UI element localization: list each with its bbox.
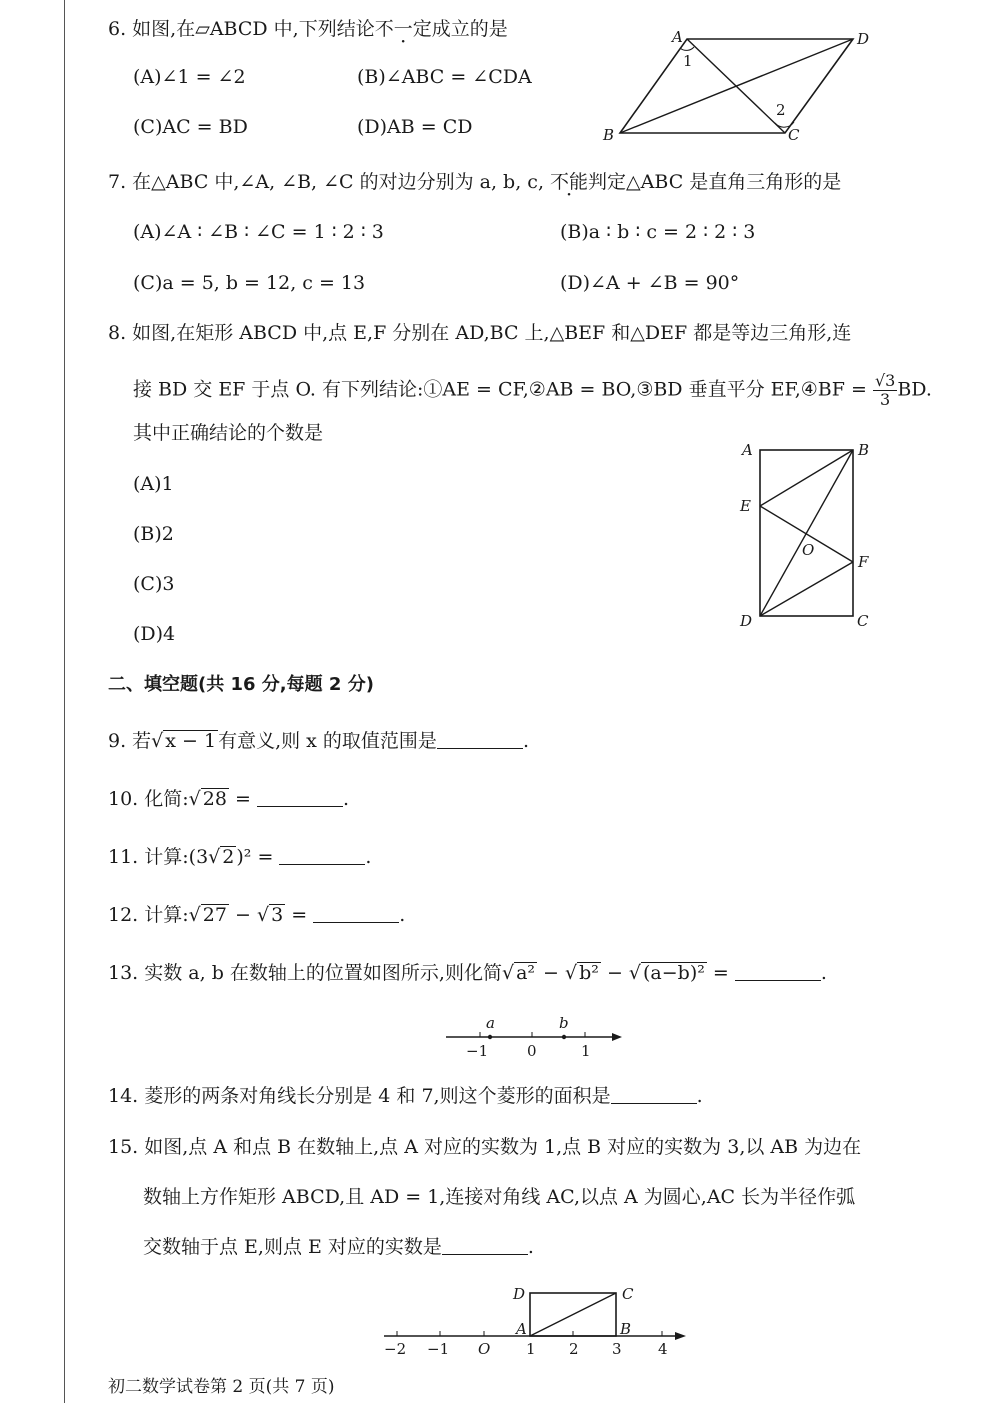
q12-end: . xyxy=(399,904,406,926)
q12-answer-blank[interactable] xyxy=(313,904,399,923)
segment-eb xyxy=(760,450,853,506)
q10 xyxy=(108,786,349,812)
q14-end: . xyxy=(696,1085,703,1107)
q8-line-2 xyxy=(133,372,932,409)
q10-start: 10. 化简: xyxy=(108,788,189,810)
label-A: A xyxy=(516,1320,527,1338)
q12-radicand-2: 3 xyxy=(271,904,284,926)
axis-arrow xyxy=(612,1033,622,1041)
tick-label-0: 0 xyxy=(527,1042,537,1060)
q9-middle: 有意义,则 x 的取值范围是 xyxy=(218,730,437,752)
tick-label-1: 1 xyxy=(526,1340,536,1358)
q6-stem xyxy=(108,16,508,42)
q8-line-3: 其中正确结论的个数是 xyxy=(133,422,324,444)
q13-number-line xyxy=(440,1012,630,1062)
q11-start: 11. 计算:(3 xyxy=(108,846,209,868)
label-A: A xyxy=(742,441,753,459)
sqrt-symbol: √ xyxy=(256,904,270,926)
axis-arrow xyxy=(675,1332,686,1340)
label-C: C xyxy=(788,126,800,144)
q15-end: . xyxy=(527,1236,534,1258)
point-b xyxy=(562,1035,566,1039)
q8-rectangle-figure xyxy=(730,436,880,636)
q11-radicand: 2 xyxy=(222,846,235,868)
q7-option-b: (B)a ∶ b ∶ c = 2 ∶ 2 ∶ 3 xyxy=(560,221,756,243)
label-angle-1: 1 xyxy=(683,52,693,70)
sqrt-symbol: √ xyxy=(208,846,221,868)
sqrt-symbol: √ xyxy=(565,962,578,984)
sqrt-symbol: √ xyxy=(501,962,515,984)
label-b: b xyxy=(559,1014,569,1032)
q15-line-3 xyxy=(143,1234,534,1260)
q15-line-2: 数轴上方作矩形 ABCD,且 AD = 1,连接对角线 AC,以点 A 为圆心,AC 长为半径作弧 xyxy=(143,1186,856,1208)
sqrt-symbol: √ xyxy=(628,962,642,984)
q12-middle: = xyxy=(285,904,308,926)
section-2-title: 二、填空题(共 16 分,每题 2 分) xyxy=(108,674,374,695)
segment-df xyxy=(760,562,853,616)
q10-middle: = xyxy=(228,788,251,810)
label-D: D xyxy=(513,1285,526,1303)
q8-line-1: 8. 如图,在矩形 ABCD 中,点 E,F 分别在 AD,BC 上,△BEF 和△DEF 都是等边三角形,连 xyxy=(108,322,852,344)
q10-end: . xyxy=(342,788,350,810)
tick-label-3: 3 xyxy=(612,1340,622,1358)
label-D: D xyxy=(857,30,870,48)
fraction-denominator: 3 xyxy=(880,390,891,409)
q13 xyxy=(108,960,827,986)
q11-end: . xyxy=(365,846,372,868)
label-F: F xyxy=(858,553,869,571)
q10-radicand: 28 xyxy=(202,788,227,810)
label-C: C xyxy=(622,1285,634,1303)
label-D: D xyxy=(740,612,753,630)
q7-stem-start: 7. 在△ABC 中,∠A, ∠B, ∠C 的对边分别为 a, b, c, xyxy=(108,171,551,193)
fraction-numerator: √3 xyxy=(874,371,896,390)
q13-middle: = xyxy=(706,962,729,984)
q6-stem-end: 成立的是 xyxy=(431,18,508,40)
q12-radicand-1: 27 xyxy=(202,904,227,926)
q14-text: 14. 菱形的两条对角线长分别是 4 和 7,则这个菱形的面积是 xyxy=(108,1085,611,1107)
sqrt-symbol: √ xyxy=(188,788,201,810)
q8-line-2-start: 接 BD 交 EF 于点 O. 有下列结论:①AE = CF,②AB = BO,③BD 垂直平分 EF,④BF = xyxy=(133,378,867,401)
tick-label-neg2: −2 xyxy=(384,1340,407,1358)
q6-option-b: (B)∠ABC = ∠CDA xyxy=(357,66,532,88)
q8-option-a: (A)1 xyxy=(133,473,174,495)
q9 xyxy=(108,728,529,754)
q13-minus-2: − xyxy=(600,962,629,984)
tick-label-2: 2 xyxy=(569,1340,579,1358)
q12 xyxy=(108,902,405,928)
q9-answer-blank[interactable] xyxy=(437,730,523,749)
q11-middle: )² = xyxy=(236,846,274,868)
q11 xyxy=(108,844,371,870)
q15-line-3-text: 交数轴于点 E,则点 E 对应的实数是 xyxy=(143,1236,442,1258)
label-O: O xyxy=(478,1340,491,1358)
q8-line-2-end: BD. xyxy=(897,378,932,401)
q6-parallelogram-figure xyxy=(595,22,885,150)
diagonal-ac xyxy=(530,1293,616,1336)
tick-label-1: 1 xyxy=(581,1042,591,1060)
label-A: A xyxy=(672,28,683,46)
q14 xyxy=(108,1083,703,1109)
q11-answer-blank[interactable] xyxy=(279,846,365,865)
q7-stem-end: 判定△ABC 是直角三角形的是 xyxy=(588,171,842,193)
label-C: C xyxy=(857,612,869,630)
sqrt-symbol: √ xyxy=(188,904,201,926)
label-O: O xyxy=(802,541,815,559)
tick-label-neg1: −1 xyxy=(466,1042,489,1060)
label-E: E xyxy=(740,497,751,515)
q12-start: 12. 计算: xyxy=(108,904,189,926)
q9-start: 9. 若 xyxy=(108,730,152,752)
q14-answer-blank[interactable] xyxy=(611,1085,697,1104)
q13-radicand-2: b² xyxy=(579,962,599,984)
q8-fraction xyxy=(873,372,897,409)
q8-option-d: (D)4 xyxy=(133,623,176,645)
q7-option-c: (C)a = 5, b = 12, c = 13 xyxy=(133,272,366,294)
q15-number-line-figure xyxy=(380,1282,700,1362)
q13-end: . xyxy=(820,962,827,984)
q13-radicand-1: a² xyxy=(516,962,536,984)
q12-minus: − xyxy=(228,904,257,926)
q9-end: . xyxy=(522,730,529,752)
label-B: B xyxy=(603,126,615,144)
label-angle-2: 2 xyxy=(776,101,786,119)
page-footer: 初二数学试卷第 2 页(共 7 页) xyxy=(108,1377,335,1397)
q13-minus-1: − xyxy=(537,962,566,984)
q8-option-c: (C)3 xyxy=(133,573,175,595)
q13-radicand-3: (a−b)² xyxy=(643,962,705,984)
q10-answer-blank[interactable] xyxy=(257,788,343,807)
label-B: B xyxy=(620,1320,632,1338)
q7-emphasis: 不能 xyxy=(550,171,589,193)
tick-label-4: 4 xyxy=(658,1340,668,1358)
q15-line-1: 15. 如图,点 A 和点 B 在数轴上,点 A 对应的实数为 1,点 B 对应的实数为 3,以 AB 为边在 xyxy=(108,1136,862,1158)
q6-option-c: (C)AC = BD xyxy=(133,116,248,138)
q7-option-d: (D)∠A + ∠B = 90° xyxy=(560,272,740,294)
point-a xyxy=(488,1035,492,1039)
q7-option-a: (A)∠A ∶ ∠B ∶ ∠C = 1 ∶ 2 ∶ 3 xyxy=(133,221,384,243)
q13-start: 13. 实数 a, b 在数轴上的位置如图所示,则化简 xyxy=(108,962,502,984)
angle-1-arc xyxy=(680,47,694,50)
binding-margin-line xyxy=(64,0,65,1403)
label-a: a xyxy=(486,1014,495,1032)
tick-label-neg1: −1 xyxy=(427,1340,450,1358)
q6-emphasis: 不一定 xyxy=(374,18,432,40)
q6-stem-start: 6. 如图,在▱ABCD 中,下列结论 xyxy=(108,18,375,40)
q6-option-d: (D)AB = CD xyxy=(357,116,473,138)
q15-answer-blank[interactable] xyxy=(442,1236,528,1255)
q13-answer-blank[interactable] xyxy=(735,962,821,981)
sqrt-symbol: √ xyxy=(151,730,164,752)
segment-bd xyxy=(760,450,853,616)
q7-stem xyxy=(108,169,841,195)
q9-radicand: x − 1 xyxy=(165,730,217,752)
label-B: B xyxy=(858,441,870,459)
q6-option-a: (A)∠1 = ∠2 xyxy=(133,66,246,88)
q8-option-b: (B)2 xyxy=(133,523,174,545)
